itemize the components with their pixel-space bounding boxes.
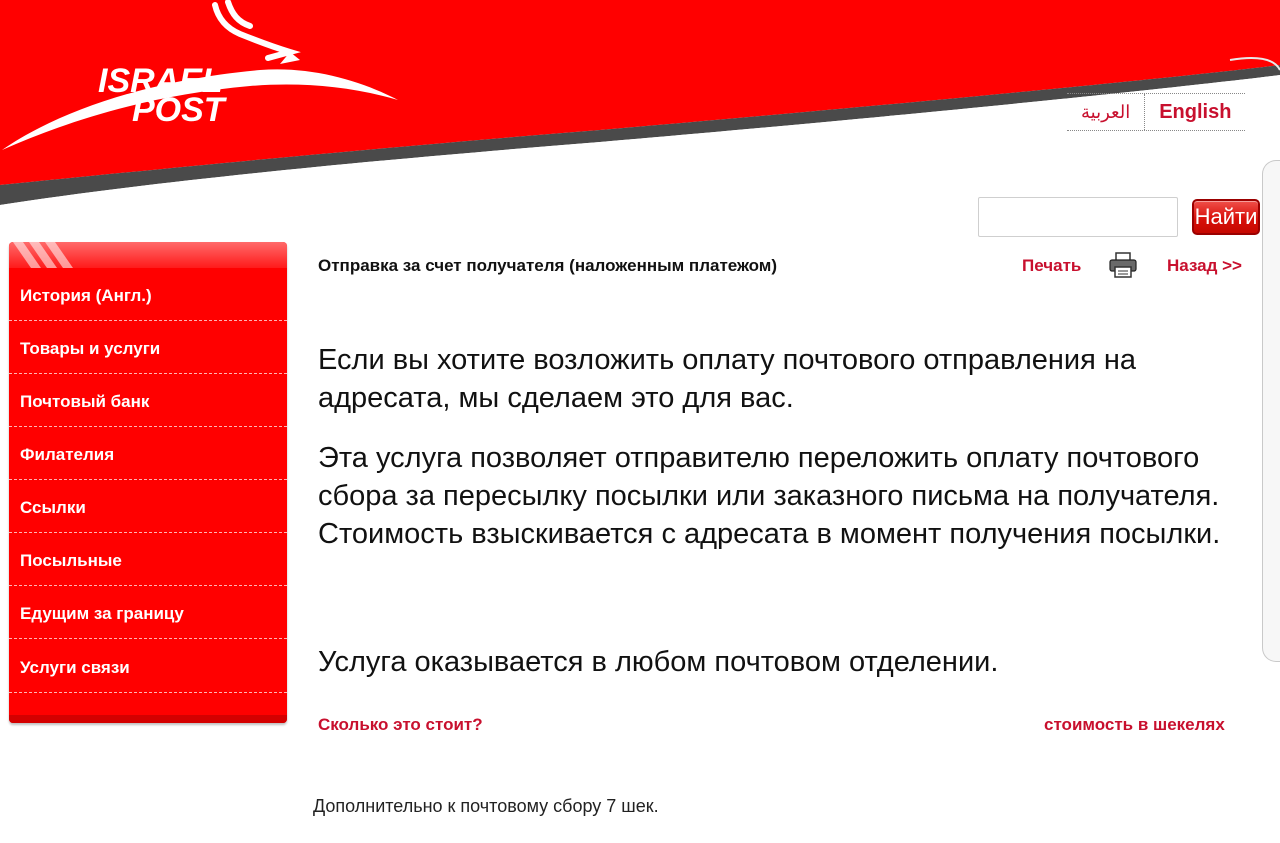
availability-paragraph: Услуга оказывается в любом почтовом отделении. — [318, 646, 999, 678]
extra-fee-text: Дополнительно к почтовому сбору 7 шек. — [313, 796, 659, 816]
sidebar-item-label: Услуги связи — [20, 658, 130, 677]
sidebar-item-label: Филателия — [20, 445, 115, 464]
sidebar-item-postal-bank[interactable] — [9, 374, 287, 427]
page-scroll-edge — [1262, 160, 1280, 662]
search-input[interactable] — [978, 197, 1178, 237]
sidebar-item-links[interactable] — [9, 480, 287, 533]
sidebar-menu — [9, 242, 287, 723]
page-title: Отправка за счет получателя (наложенным платежом) — [318, 256, 778, 275]
intro-paragraph: Если вы хотите возложить оплату почтового отправления на адресата, мы сделаем это для вас. — [318, 344, 1137, 414]
language-switcher — [1067, 93, 1245, 131]
sidebar-item-label: История (Англ.) — [20, 286, 152, 305]
cost-question-link[interactable]: Сколько это стоит? — [318, 715, 483, 734]
sidebar-item-label: Почтовый банк — [20, 392, 150, 411]
sidebar-stripes-decoration — [9, 242, 89, 268]
sidebar-item-history[interactable] — [9, 268, 287, 321]
lang-arabic-link[interactable]: العربية — [1067, 94, 1145, 130]
printer-icon[interactable] — [1108, 252, 1138, 278]
print-link[interactable]: Печать — [1022, 256, 1082, 275]
back-link[interactable]: Назад >> — [1167, 256, 1242, 275]
sidebar-item-label: Посыльные — [20, 551, 122, 570]
sidebar-item-label: Едущим за границу — [20, 604, 184, 623]
logo-text-post: POST — [132, 91, 225, 129]
sidebar-item-label: Товары и услуги — [20, 339, 161, 358]
cost-in-shekels-link[interactable]: стоимость в шекелях — [1044, 715, 1225, 734]
sidebar-item-philately[interactable] — [9, 427, 287, 480]
lang-english-link[interactable]: English — [1159, 101, 1232, 123]
sidebar-item-communication[interactable] — [9, 640, 287, 693]
service-description-paragraph: Эта услуга позволяет отправителю переложить оплату почтового сбора за пересылку посылки или заказного письма на получателя. Стоимость взыскивается с адресата в момент получения посылки. — [318, 442, 1221, 550]
sidebar-item-travel-abroad[interactable] — [9, 586, 287, 639]
sidebar-header — [9, 242, 287, 268]
sidebar-item-label: Ссылки — [20, 498, 86, 517]
logo-text-israel: ISRAEL — [98, 62, 223, 100]
sidebar-item-couriers[interactable] — [9, 533, 287, 586]
israel-post-logo[interactable] — [0, 0, 420, 170]
search-button[interactable]: Найти — [1192, 199, 1260, 235]
sidebar-footer — [9, 715, 287, 723]
sidebar-item-products[interactable] — [9, 321, 287, 374]
